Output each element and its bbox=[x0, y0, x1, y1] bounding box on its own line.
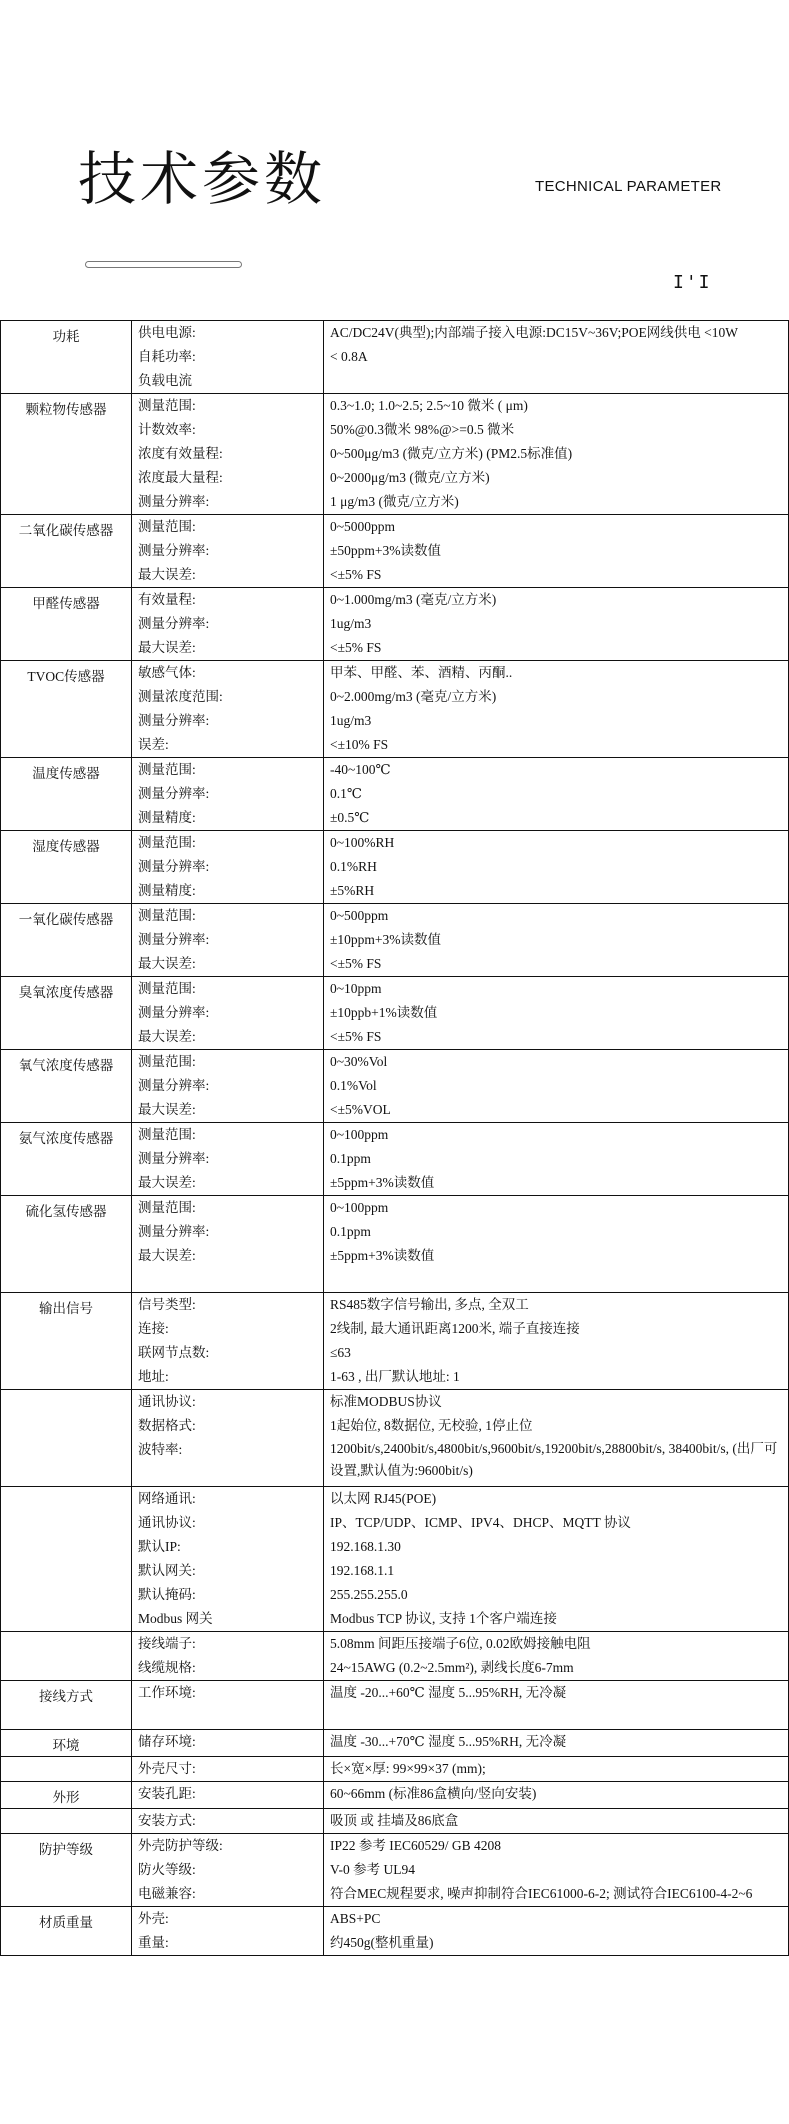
category-cell bbox=[1, 904, 132, 977]
label-cell bbox=[132, 515, 324, 588]
category-cell bbox=[1, 1809, 132, 1834]
spec-label: 最大误差: bbox=[138, 640, 196, 655]
spec-row bbox=[1, 1809, 789, 1834]
spec-value: -40~100℃ bbox=[330, 762, 391, 777]
spec-value: 0~500μg/m3 (微克/立方米) (PM2.5标准值) bbox=[330, 446, 573, 461]
spec-row bbox=[1, 588, 789, 661]
spec-label: 波特率: bbox=[138, 1442, 183, 1457]
spec-label: 防火等级: bbox=[138, 1862, 196, 1877]
spec-row bbox=[1, 1196, 789, 1293]
spec-label: 有效量程: bbox=[138, 592, 196, 607]
value-cell bbox=[324, 1782, 789, 1809]
category-label: 甲醛传感器 bbox=[32, 596, 100, 611]
label-cell bbox=[132, 1196, 324, 1293]
spec-label: 测量分辨率: bbox=[138, 786, 210, 801]
value-cell bbox=[324, 1632, 789, 1681]
category-cell bbox=[1, 1390, 132, 1487]
value-cell bbox=[324, 831, 789, 904]
spec-value: < 0.8A bbox=[330, 349, 368, 364]
label-cell bbox=[132, 394, 324, 515]
category-label: 防护等级 bbox=[39, 1842, 93, 1857]
spec-label: 测量范围: bbox=[138, 1200, 196, 1215]
value-cell bbox=[324, 1390, 789, 1487]
category-label: 外形 bbox=[52, 1790, 80, 1805]
spec-value: 192.168.1.1 bbox=[330, 1563, 395, 1578]
spec-value: <±5% FS bbox=[330, 567, 382, 582]
label-cell bbox=[132, 1809, 324, 1834]
spec-label: 最大误差: bbox=[138, 1102, 196, 1117]
page-title: 技术参数 bbox=[78, 145, 327, 213]
spec-label: 测量分辨率: bbox=[138, 494, 210, 509]
spec-value bbox=[330, 369, 788, 393]
spec-label: 网络通讯: bbox=[138, 1491, 196, 1506]
spec-label: 默认掩码: bbox=[138, 1587, 196, 1602]
spec-label: 测量分辨率: bbox=[138, 1078, 210, 1093]
spec-value: 192.168.1.30 bbox=[330, 1539, 401, 1554]
spec-value: 0.1ppm bbox=[330, 1224, 371, 1239]
value-cell bbox=[324, 515, 789, 588]
spec-value: IP、TCP/UDP、ICMP、IPV4、DHCP、MQTT 协议 bbox=[330, 1515, 631, 1530]
value-cell bbox=[324, 588, 789, 661]
spec-label: 测量精度: bbox=[138, 883, 196, 898]
spec-value: 2线制, 最大通讯距离1200米, 端子直接连接 bbox=[330, 1321, 580, 1336]
category-cell bbox=[1, 758, 132, 831]
category-label: 输出信号 bbox=[39, 1301, 93, 1316]
spec-value: <±5% FS bbox=[330, 640, 382, 655]
spec-row bbox=[1, 1123, 789, 1196]
spec-value: 24~15AWG (0.2~2.5mm²), 剥线长度6-7mm bbox=[330, 1660, 574, 1675]
label-cell bbox=[132, 1293, 324, 1390]
category-label: 颗粒物传感器 bbox=[25, 402, 107, 417]
value-cell bbox=[324, 758, 789, 831]
label-cell bbox=[132, 831, 324, 904]
spec-value: 0~2000μg/m3 (微克/立方米) bbox=[330, 470, 490, 485]
spec-value: 5.08mm 间距压接端子6位, 0.02欧姆接触电阻 bbox=[330, 1636, 591, 1651]
spec-value: 0.1ppm bbox=[330, 1151, 371, 1166]
category-label: 二氧化碳传感器 bbox=[18, 523, 114, 538]
category-cell bbox=[1, 394, 132, 515]
spec-row bbox=[1, 1050, 789, 1123]
spec-value: 0~2.000mg/m3 (毫克/立方米) bbox=[330, 689, 497, 704]
spec-label: 误差: bbox=[138, 737, 169, 752]
spec-value: 0~100ppm bbox=[330, 1200, 389, 1215]
value-cell bbox=[324, 1834, 789, 1907]
label-cell bbox=[132, 1907, 324, 1956]
category-cell bbox=[1, 1050, 132, 1123]
spec-value: 1200bit/s,2400bit/s,4800bit/s,9600bit/s,19200bit/s,28800bit/s, 38400bit/s, (出厂可设置,默认值为:9600bit/s) bbox=[330, 1441, 778, 1478]
spec-label: 测量分辨率: bbox=[138, 1224, 210, 1239]
spec-value: ±50ppm+3%读数值 bbox=[330, 543, 442, 558]
spec-label: 测量范围: bbox=[138, 1054, 196, 1069]
spec-value: 以太网 RJ45(POE) bbox=[330, 1491, 437, 1506]
spec-value: 约450g(整机重量) bbox=[330, 1935, 434, 1950]
spec-row bbox=[1, 1834, 789, 1907]
category-label: 材质重量 bbox=[39, 1915, 93, 1930]
spec-row bbox=[1, 1782, 789, 1809]
spec-label: 测量精度: bbox=[138, 810, 196, 825]
category-cell bbox=[1, 321, 132, 394]
category-cell bbox=[1, 1632, 132, 1681]
spec-value: 0~30%Vol bbox=[330, 1054, 388, 1069]
spec-row bbox=[1, 1293, 789, 1390]
spec-label: 默认网关: bbox=[138, 1563, 196, 1578]
value-cell bbox=[324, 1196, 789, 1293]
category-cell bbox=[1, 661, 132, 758]
spec-value: ±10ppb+1%读数值 bbox=[330, 1005, 438, 1020]
spec-label: 联网节点数: bbox=[138, 1345, 210, 1360]
label-cell bbox=[132, 1390, 324, 1487]
spec-value: <±10% FS bbox=[330, 737, 389, 752]
value-cell bbox=[324, 661, 789, 758]
spec-label: 外壳: bbox=[138, 1911, 169, 1926]
spec-value: ±5ppm+3%读数值 bbox=[330, 1175, 435, 1190]
label-cell bbox=[132, 1487, 324, 1632]
spec-label: 最大误差: bbox=[138, 956, 196, 971]
spec-label: 测量浓度范围: bbox=[138, 689, 223, 704]
spec-value: <±5%VOL bbox=[330, 1102, 391, 1117]
spec-label: 测量范围: bbox=[138, 835, 196, 850]
category-cell bbox=[1, 1123, 132, 1196]
spec-value: 1-63 , 出厂默认地址: 1 bbox=[330, 1369, 460, 1384]
category-label: 氨气浓度传感器 bbox=[18, 1131, 114, 1146]
value-cell bbox=[324, 904, 789, 977]
spec-row bbox=[1, 1730, 789, 1757]
category-label: 环境 bbox=[52, 1738, 80, 1753]
category-cell bbox=[1, 1487, 132, 1632]
spec-label: 测量分辨率: bbox=[138, 616, 210, 631]
category-cell bbox=[1, 831, 132, 904]
value-cell bbox=[324, 977, 789, 1050]
value-cell bbox=[324, 1907, 789, 1956]
spec-value: Modbus TCP 协议, 支持 1个客户端连接 bbox=[330, 1611, 557, 1626]
spec-label: 最大误差: bbox=[138, 1029, 196, 1044]
spec-label bbox=[138, 1705, 323, 1729]
label-cell bbox=[132, 588, 324, 661]
spec-label: 测量分辨率: bbox=[138, 713, 210, 728]
label-cell bbox=[132, 321, 324, 394]
spec-value: IP22 参考 IEC60529/ GB 4208 bbox=[330, 1838, 502, 1853]
spec-value: 标准MODBUS协议 bbox=[330, 1394, 442, 1409]
spec-value: 长×宽×厚: 99×99×37 (mm); bbox=[330, 1761, 486, 1776]
category-cell bbox=[1, 515, 132, 588]
spec-label: 外壳防护等级: bbox=[138, 1838, 223, 1853]
spec-label: 负载电流 bbox=[138, 373, 192, 388]
spec-label: 浓度最大量程: bbox=[138, 470, 223, 485]
spec-value: 甲苯、甲醛、苯、酒精、丙酮.. bbox=[330, 665, 513, 680]
category-cell bbox=[1, 1196, 132, 1293]
spec-row bbox=[1, 758, 789, 831]
category-cell bbox=[1, 588, 132, 661]
spec-value: ABS+PC bbox=[330, 1911, 381, 1926]
value-cell bbox=[324, 1757, 789, 1782]
spec-value: 60~66mm (标准86盒横向/竖向安装) bbox=[330, 1786, 537, 1801]
decorative-pill bbox=[85, 261, 242, 268]
spec-label: 连接: bbox=[138, 1321, 169, 1336]
spec-value: 0~500ppm bbox=[330, 908, 389, 923]
spec-label: 地址: bbox=[138, 1369, 169, 1384]
spec-label: 安装孔距: bbox=[138, 1786, 196, 1801]
spec-label: 计数效率: bbox=[138, 422, 196, 437]
spec-value: 0~10ppm bbox=[330, 981, 382, 996]
spec-label: Modbus 网关 bbox=[138, 1611, 213, 1626]
spec-value: 1ug/m3 bbox=[330, 616, 372, 631]
category-cell bbox=[1, 1782, 132, 1809]
spec-value: 0.1%Vol bbox=[330, 1078, 377, 1093]
spec-value: ≤63 bbox=[330, 1345, 351, 1360]
spec-value: 1起始位, 8数据位, 无校验, 1停止位 bbox=[330, 1418, 533, 1433]
value-cell bbox=[324, 321, 789, 394]
spec-value: <±5% FS bbox=[330, 956, 382, 971]
value-cell bbox=[324, 1293, 789, 1390]
spec-row bbox=[1, 831, 789, 904]
spec-label: 测量分辨率: bbox=[138, 1005, 210, 1020]
spec-table-body bbox=[1, 321, 789, 1956]
value-cell bbox=[324, 1730, 789, 1757]
spacer bbox=[138, 1462, 323, 1486]
spec-value: 温度 -20...+60℃ 湿度 5...95%RH, 无冷凝 bbox=[330, 1685, 567, 1700]
spec-table bbox=[0, 320, 789, 1956]
spec-row bbox=[1, 1681, 789, 1730]
label-cell bbox=[132, 1782, 324, 1809]
spec-label: 测量范围: bbox=[138, 1127, 196, 1142]
spec-row bbox=[1, 321, 789, 394]
spec-value: 0~5000ppm bbox=[330, 519, 396, 534]
spec-value: RS485数字信号输出, 多点, 全双工 bbox=[330, 1297, 529, 1312]
spec-label: 供电电源: bbox=[138, 325, 196, 340]
spec-value: 温度 -30...+70℃ 湿度 5...95%RH, 无冷凝 bbox=[330, 1734, 567, 1749]
spec-label: 测量范围: bbox=[138, 398, 196, 413]
spec-value: ±10ppm+3%读数值 bbox=[330, 932, 442, 947]
label-cell bbox=[132, 904, 324, 977]
category-label: 一氧化碳传感器 bbox=[18, 912, 114, 927]
value-cell bbox=[324, 1487, 789, 1632]
spec-value: 0.3~1.0; 1.0~2.5; 2.5~10 微米 ( μm) bbox=[330, 398, 528, 413]
spec-label: 数据格式: bbox=[138, 1418, 196, 1433]
value-cell bbox=[324, 394, 789, 515]
category-cell bbox=[1, 1834, 132, 1907]
spec-label: 测量分辨率: bbox=[138, 932, 210, 947]
value-cell bbox=[324, 1050, 789, 1123]
spec-value: 1 μg/m3 (微克/立方米) bbox=[330, 494, 459, 509]
label-cell bbox=[132, 1123, 324, 1196]
spec-value: V-0 参考 UL94 bbox=[330, 1862, 416, 1877]
spec-value: 255.255.255.0 bbox=[330, 1587, 408, 1602]
spec-value: AC/DC24V(典型);内部端子接入电源:DC15V~36V;POE网线供电 <10W bbox=[330, 325, 739, 340]
label-cell bbox=[132, 1757, 324, 1782]
spec-value: 0~100%RH bbox=[330, 835, 395, 850]
spec-label: 通讯协议: bbox=[138, 1515, 196, 1530]
label-cell bbox=[132, 1050, 324, 1123]
page-subtitle: TECHNICAL PARAMETER bbox=[535, 178, 722, 195]
spec-label: 线缆规格: bbox=[138, 1660, 196, 1675]
spec-row bbox=[1, 1757, 789, 1782]
spec-value: 0.1℃ bbox=[330, 786, 362, 801]
spec-value: 1ug/m3 bbox=[330, 713, 372, 728]
category-label: 湿度传感器 bbox=[32, 839, 100, 854]
category-cell bbox=[1, 1293, 132, 1390]
spec-label: 最大误差: bbox=[138, 1175, 196, 1190]
spec-value bbox=[330, 1705, 788, 1729]
spec-label: 测量范围: bbox=[138, 981, 196, 996]
category-cell bbox=[1, 1907, 132, 1956]
spec-label: 最大误差: bbox=[138, 567, 196, 582]
category-label: 硫化氢传感器 bbox=[25, 1204, 107, 1219]
label-cell bbox=[132, 1681, 324, 1730]
corner-mark: I'I bbox=[673, 272, 712, 293]
spec-label: 信号类型: bbox=[138, 1297, 196, 1312]
spec-label: 最大误差: bbox=[138, 1248, 196, 1263]
spec-value: 0~100ppm bbox=[330, 1127, 389, 1142]
label-cell bbox=[132, 1632, 324, 1681]
spec-value bbox=[330, 1268, 788, 1292]
spec-label: 外壳尺寸: bbox=[138, 1761, 196, 1776]
spec-value: 0.1%RH bbox=[330, 859, 377, 874]
spec-value: 符合MEC规程要求, 噪声抑制符合IEC61000-6-2; 测试符合IEC6100-4-2~6 bbox=[330, 1886, 753, 1901]
spec-label: 浓度有效量程: bbox=[138, 446, 223, 461]
label-cell bbox=[132, 1834, 324, 1907]
spec-label: 储存环境: bbox=[138, 1734, 196, 1749]
category-label: 氧气浓度传感器 bbox=[18, 1058, 114, 1073]
label-cell bbox=[132, 758, 324, 831]
category-cell bbox=[1, 1757, 132, 1782]
spec-label: 工作环境: bbox=[138, 1685, 196, 1700]
category-label: 温度传感器 bbox=[32, 766, 100, 781]
spec-label: 测量范围: bbox=[138, 762, 196, 777]
spec-label: 敏感气体: bbox=[138, 665, 196, 680]
spec-label: 自耗功率: bbox=[138, 349, 196, 364]
spec-value: ±5%RH bbox=[330, 883, 375, 898]
spec-label: 测量分辨率: bbox=[138, 859, 210, 874]
spec-value: 吸顶 或 挂墙及86底盒 bbox=[330, 1813, 459, 1828]
spec-row bbox=[1, 1390, 789, 1487]
spec-row bbox=[1, 1907, 789, 1956]
spec-row bbox=[1, 977, 789, 1050]
category-cell bbox=[1, 1681, 132, 1730]
spec-row bbox=[1, 1487, 789, 1632]
value-cell bbox=[324, 1809, 789, 1834]
spec-row bbox=[1, 515, 789, 588]
spec-value: ±0.5℃ bbox=[330, 810, 370, 825]
spec-label: 安装方式: bbox=[138, 1813, 196, 1828]
spec-row bbox=[1, 661, 789, 758]
spec-label: 通讯协议: bbox=[138, 1394, 196, 1409]
spec-value: 50%@0.3微米 98%@>=0.5 微米 bbox=[330, 422, 515, 437]
value-cell bbox=[324, 1123, 789, 1196]
category-label: TVOC传感器 bbox=[27, 669, 105, 684]
category-label: 接线方式 bbox=[39, 1689, 93, 1704]
spec-label: 测量范围: bbox=[138, 908, 196, 923]
label-cell bbox=[132, 977, 324, 1050]
label-cell bbox=[132, 661, 324, 758]
spec-label: 默认IP: bbox=[138, 1539, 181, 1554]
category-label: 臭氧浓度传感器 bbox=[18, 985, 114, 1000]
spec-label: 电磁兼容: bbox=[138, 1886, 196, 1901]
spec-row bbox=[1, 394, 789, 515]
spec-label: 接线端子: bbox=[138, 1636, 196, 1651]
spec-row bbox=[1, 904, 789, 977]
spec-label: 重量: bbox=[138, 1935, 169, 1950]
spec-label bbox=[138, 1268, 323, 1292]
spec-label: 测量分辨率: bbox=[138, 1151, 210, 1166]
label-cell bbox=[132, 1730, 324, 1757]
spec-label: 测量范围: bbox=[138, 519, 196, 534]
value-cell bbox=[324, 1681, 789, 1730]
category-label: 功耗 bbox=[52, 329, 80, 344]
spec-value: <±5% FS bbox=[330, 1029, 382, 1044]
spec-label: 测量分辨率: bbox=[138, 543, 210, 558]
spec-value: 0~1.000mg/m3 (毫克/立方米) bbox=[330, 592, 497, 607]
spec-value: ±5ppm+3%读数值 bbox=[330, 1248, 435, 1263]
spec-row bbox=[1, 1632, 789, 1681]
category-cell bbox=[1, 1730, 132, 1757]
category-cell bbox=[1, 977, 132, 1050]
